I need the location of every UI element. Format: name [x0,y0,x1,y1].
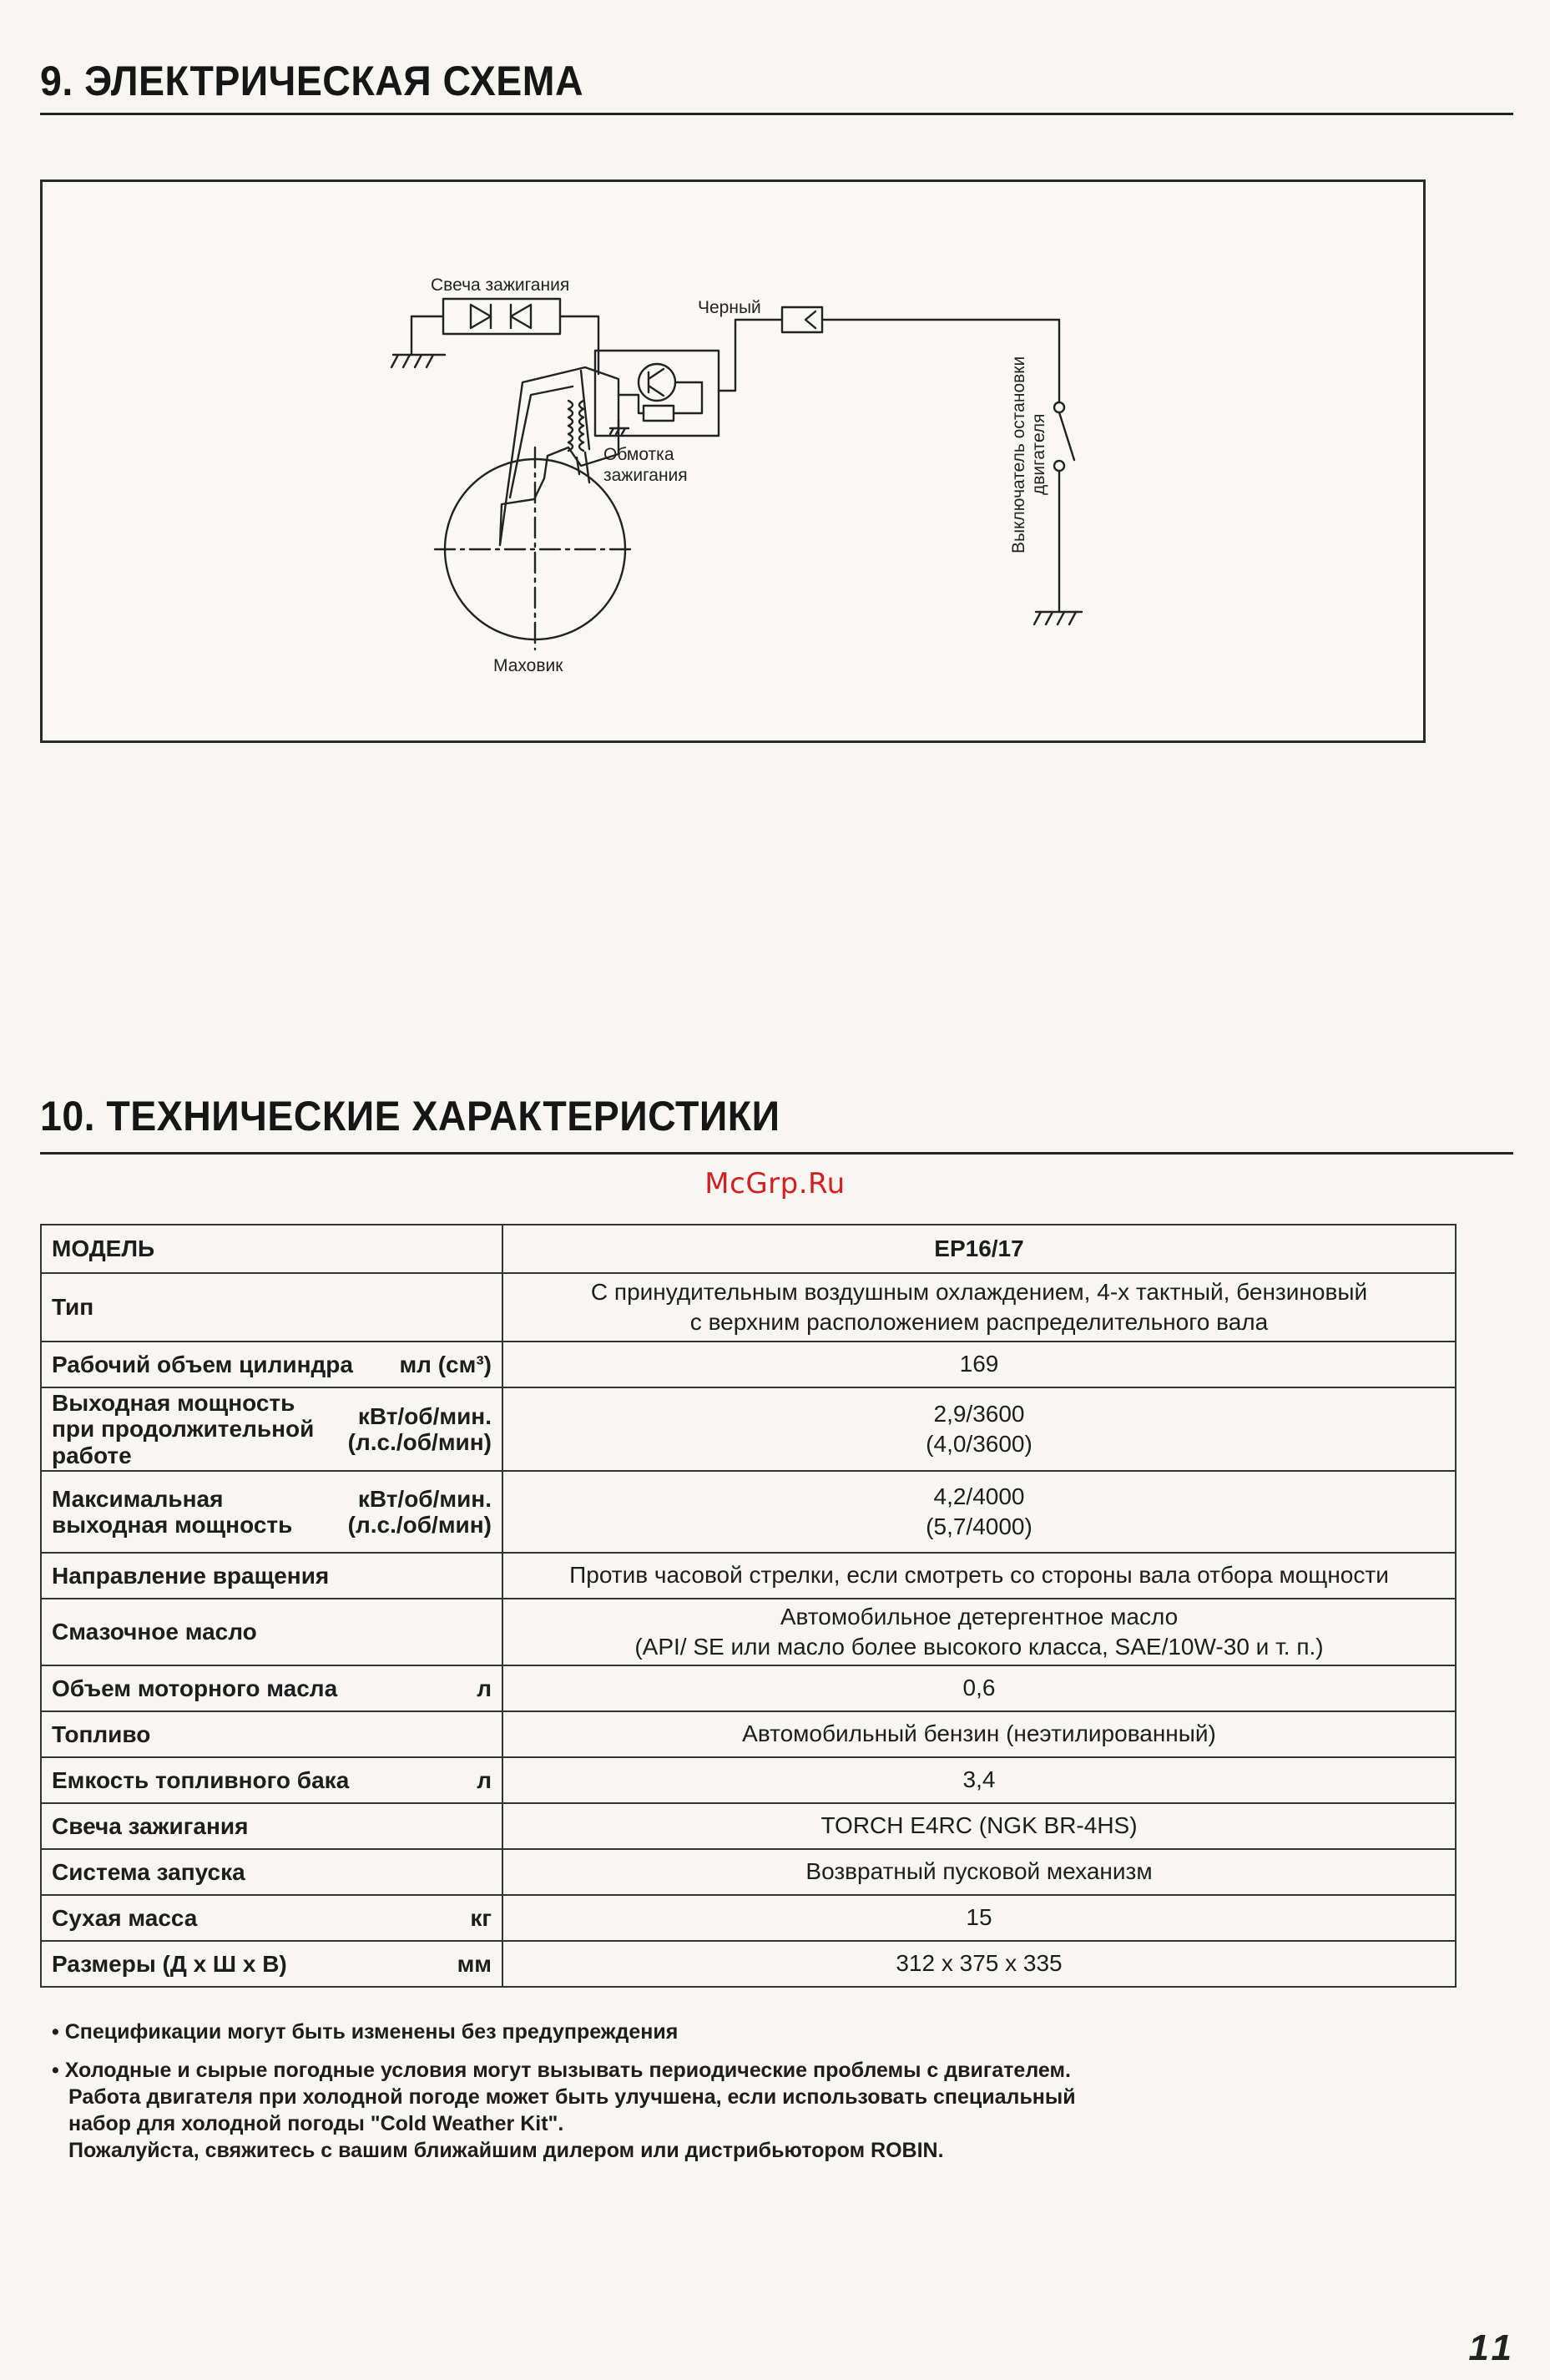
spec-row [41,1273,1456,1342]
connector-symbol [782,307,822,332]
spec-value-cell [502,1941,1456,1987]
note-line: • Холодные и сырые погодные условия могут вызывать периодические проблемы с двигателем. [52,2059,1071,2082]
spec-label: Свеча зажигания [52,1812,249,1839]
spec-label: Максимальная [52,1485,224,1512]
note-line: Работа двигателя при холодной погоде может быть улучшена, если использовать специальный [68,2085,1076,2109]
spec-label: Тип [52,1294,94,1321]
spec-unit: кВт/об/мин. [357,1402,492,1429]
spec-value-cell [502,1342,1456,1387]
note-line: набор для холодной погоды "Cold Weather Kit". [68,2112,564,2135]
label-engine-stop-switch-2: двигателя [1029,413,1048,495]
spec-label: Объем моторного масла [52,1675,338,1701]
spec-value: с верхним расположением распределительного вала [689,1309,1269,1335]
spec-row [41,1387,1456,1471]
spec-value: Против часовой стрелки, если смотреть со стороны вала отбора мощности [569,1562,1389,1589]
spec-unit: мм [457,1950,492,1977]
spec-label: Система запуска [52,1858,245,1885]
spec-unit: л [477,1675,492,1701]
spec-label: Рабочий объем цилиндра [52,1351,353,1377]
label-flywheel: Маховик [493,656,563,675]
black-wire [719,320,782,391]
label-spark-plug: Свеча зажигания [431,275,570,295]
spec-value-cell [502,1225,1456,1273]
spec-value-cell [502,1553,1456,1599]
spec-label-cell [41,1599,502,1665]
spec-unit: кг [470,1904,492,1931]
engine-stop-switch-symbol [1054,402,1074,612]
spec-value-cell [502,1895,1456,1941]
spec-row [41,1471,1456,1553]
spec-label-cell [41,1711,502,1757]
spec-label: Топливо [52,1721,151,1747]
spec-unit: мл (см³) [399,1351,492,1377]
spec-row [41,1665,1456,1711]
spec-label: МОДЕЛЬ [52,1235,155,1262]
spec-value: 3,4 [962,1766,996,1793]
watermark-link[interactable]: McGrp.Ru [704,1167,846,1200]
spec-label: Емкость топливного бака [52,1766,350,1793]
spec-unit: кВт/об/мин. [357,1485,492,1512]
spec-value: EP16/17 [934,1235,1024,1261]
spec-label: выходная мощность [52,1512,293,1538]
spec-value: (API/ SE или масло более высокого класса, SAE/10W-30 и т. п.) [634,1634,1324,1660]
spec-row [41,1849,1456,1895]
spec-label-cell [41,1895,502,1941]
section-title-wiring: 9. ЭЛЕКТРИЧЕСКАЯ СХЕМА [40,58,583,104]
spec-label: при продолжительной [52,1416,315,1443]
spec-row [41,1711,1456,1757]
spec-label: Сухая масса [52,1904,198,1931]
spec-row [41,1803,1456,1849]
spec-label-cell [41,1553,502,1599]
specifications-table [40,1224,1457,1988]
spec-value-cell [502,1803,1456,1849]
ground-symbol-right [1034,612,1082,624]
spec-label-cell [41,1387,502,1471]
wiring-diagram [40,179,1426,743]
spec-label-cell [41,1849,502,1895]
spec-label-cell [41,1941,502,1987]
label-black-wire: Черный [698,298,761,317]
spec-value-cell [502,1471,1456,1553]
note-line: Пожалуйста, свяжитесь с вашим ближайшим дилером или дистрибьютором ROBIN. [68,2139,944,2162]
spec-row [41,1225,1456,1273]
spec-label: работе [52,1442,132,1468]
label-engine-stop-switch: Выключатель остановки [1009,356,1028,553]
spec-value-cell [502,1273,1456,1342]
note-specs-change: • Спецификации могут быть изменены без предупреждения [52,2020,679,2044]
spark-plug-symbol [443,299,560,334]
spec-value: Автомобильный бензин (неэтилированный) [742,1721,1216,1747]
wiring-diagram-svg [43,182,1428,745]
spec-label-cell [41,1803,502,1849]
spec-value-cell [502,1849,1456,1895]
spec-value: Автомобильное детергентное масло [780,1603,1179,1630]
label-ignition-coil: Обмотка [603,445,674,464]
ground-symbol-left [391,316,445,367]
spec-value: Возвратный пусковой механизм [805,1858,1153,1885]
spec-value: 169 [959,1351,999,1377]
ignition-coil-winding [568,401,583,451]
plug-lead [560,316,598,374]
spec-value: 312 х 375 х 335 [896,1950,1063,1977]
spec-value-cell [502,1387,1456,1471]
spec-label-cell [41,1342,502,1387]
spec-label: Выходная мощность [52,1389,295,1416]
spec-label: Смазочное масло [52,1619,257,1645]
spec-value: (5,7/4000) [926,1513,1032,1539]
title-rule [40,1152,1513,1155]
spec-row [41,1599,1456,1665]
note-cold-weather [52,2057,1076,2164]
page-number: 11 [1468,2327,1517,2368]
spec-value: TORCH E4RC (NGK BR-4HS) [820,1812,1138,1839]
spec-row [41,1342,1456,1387]
spec-row [41,1895,1456,1941]
spec-value-cell [502,1757,1456,1803]
spec-value: 0,6 [962,1675,996,1701]
spec-label-cell [41,1665,502,1711]
section-title-specs: 10. ТЕХНИЧЕСКИЕ ХАРАКТЕРИСТИКИ [40,1093,780,1139]
spec-unit: (л.с./об/мин) [347,1428,492,1455]
spec-row [41,1553,1456,1599]
spec-value-cell [502,1665,1456,1711]
spec-value-cell [502,1711,1456,1757]
spec-value: 4,2/4000 [933,1483,1025,1509]
spec-label-cell [41,1757,502,1803]
spec-label: Размеры (Д х Ш х В) [52,1950,287,1977]
spec-unit: л [477,1766,492,1793]
spec-value-cell [502,1599,1456,1665]
spec-label: Направление вращения [52,1562,330,1589]
spec-value: 2,9/3600 [933,1400,1025,1427]
spec-value: (4,0/3600) [926,1431,1032,1457]
spec-value: 15 [966,1904,992,1931]
label-ignition-coil-2: зажигания [603,466,688,485]
spec-label-cell [41,1273,502,1342]
title-rule [40,113,1513,115]
spec-row [41,1757,1456,1803]
spec-label-cell [41,1225,502,1273]
spec-row [41,1941,1456,1987]
transistor [639,364,675,401]
spec-unit: (л.с./об/мин) [347,1512,492,1538]
spec-value: С принудительным воздушным охлаждением, 4-х тактный, бензиновый [590,1278,1368,1305]
spec-label-cell [41,1471,502,1553]
